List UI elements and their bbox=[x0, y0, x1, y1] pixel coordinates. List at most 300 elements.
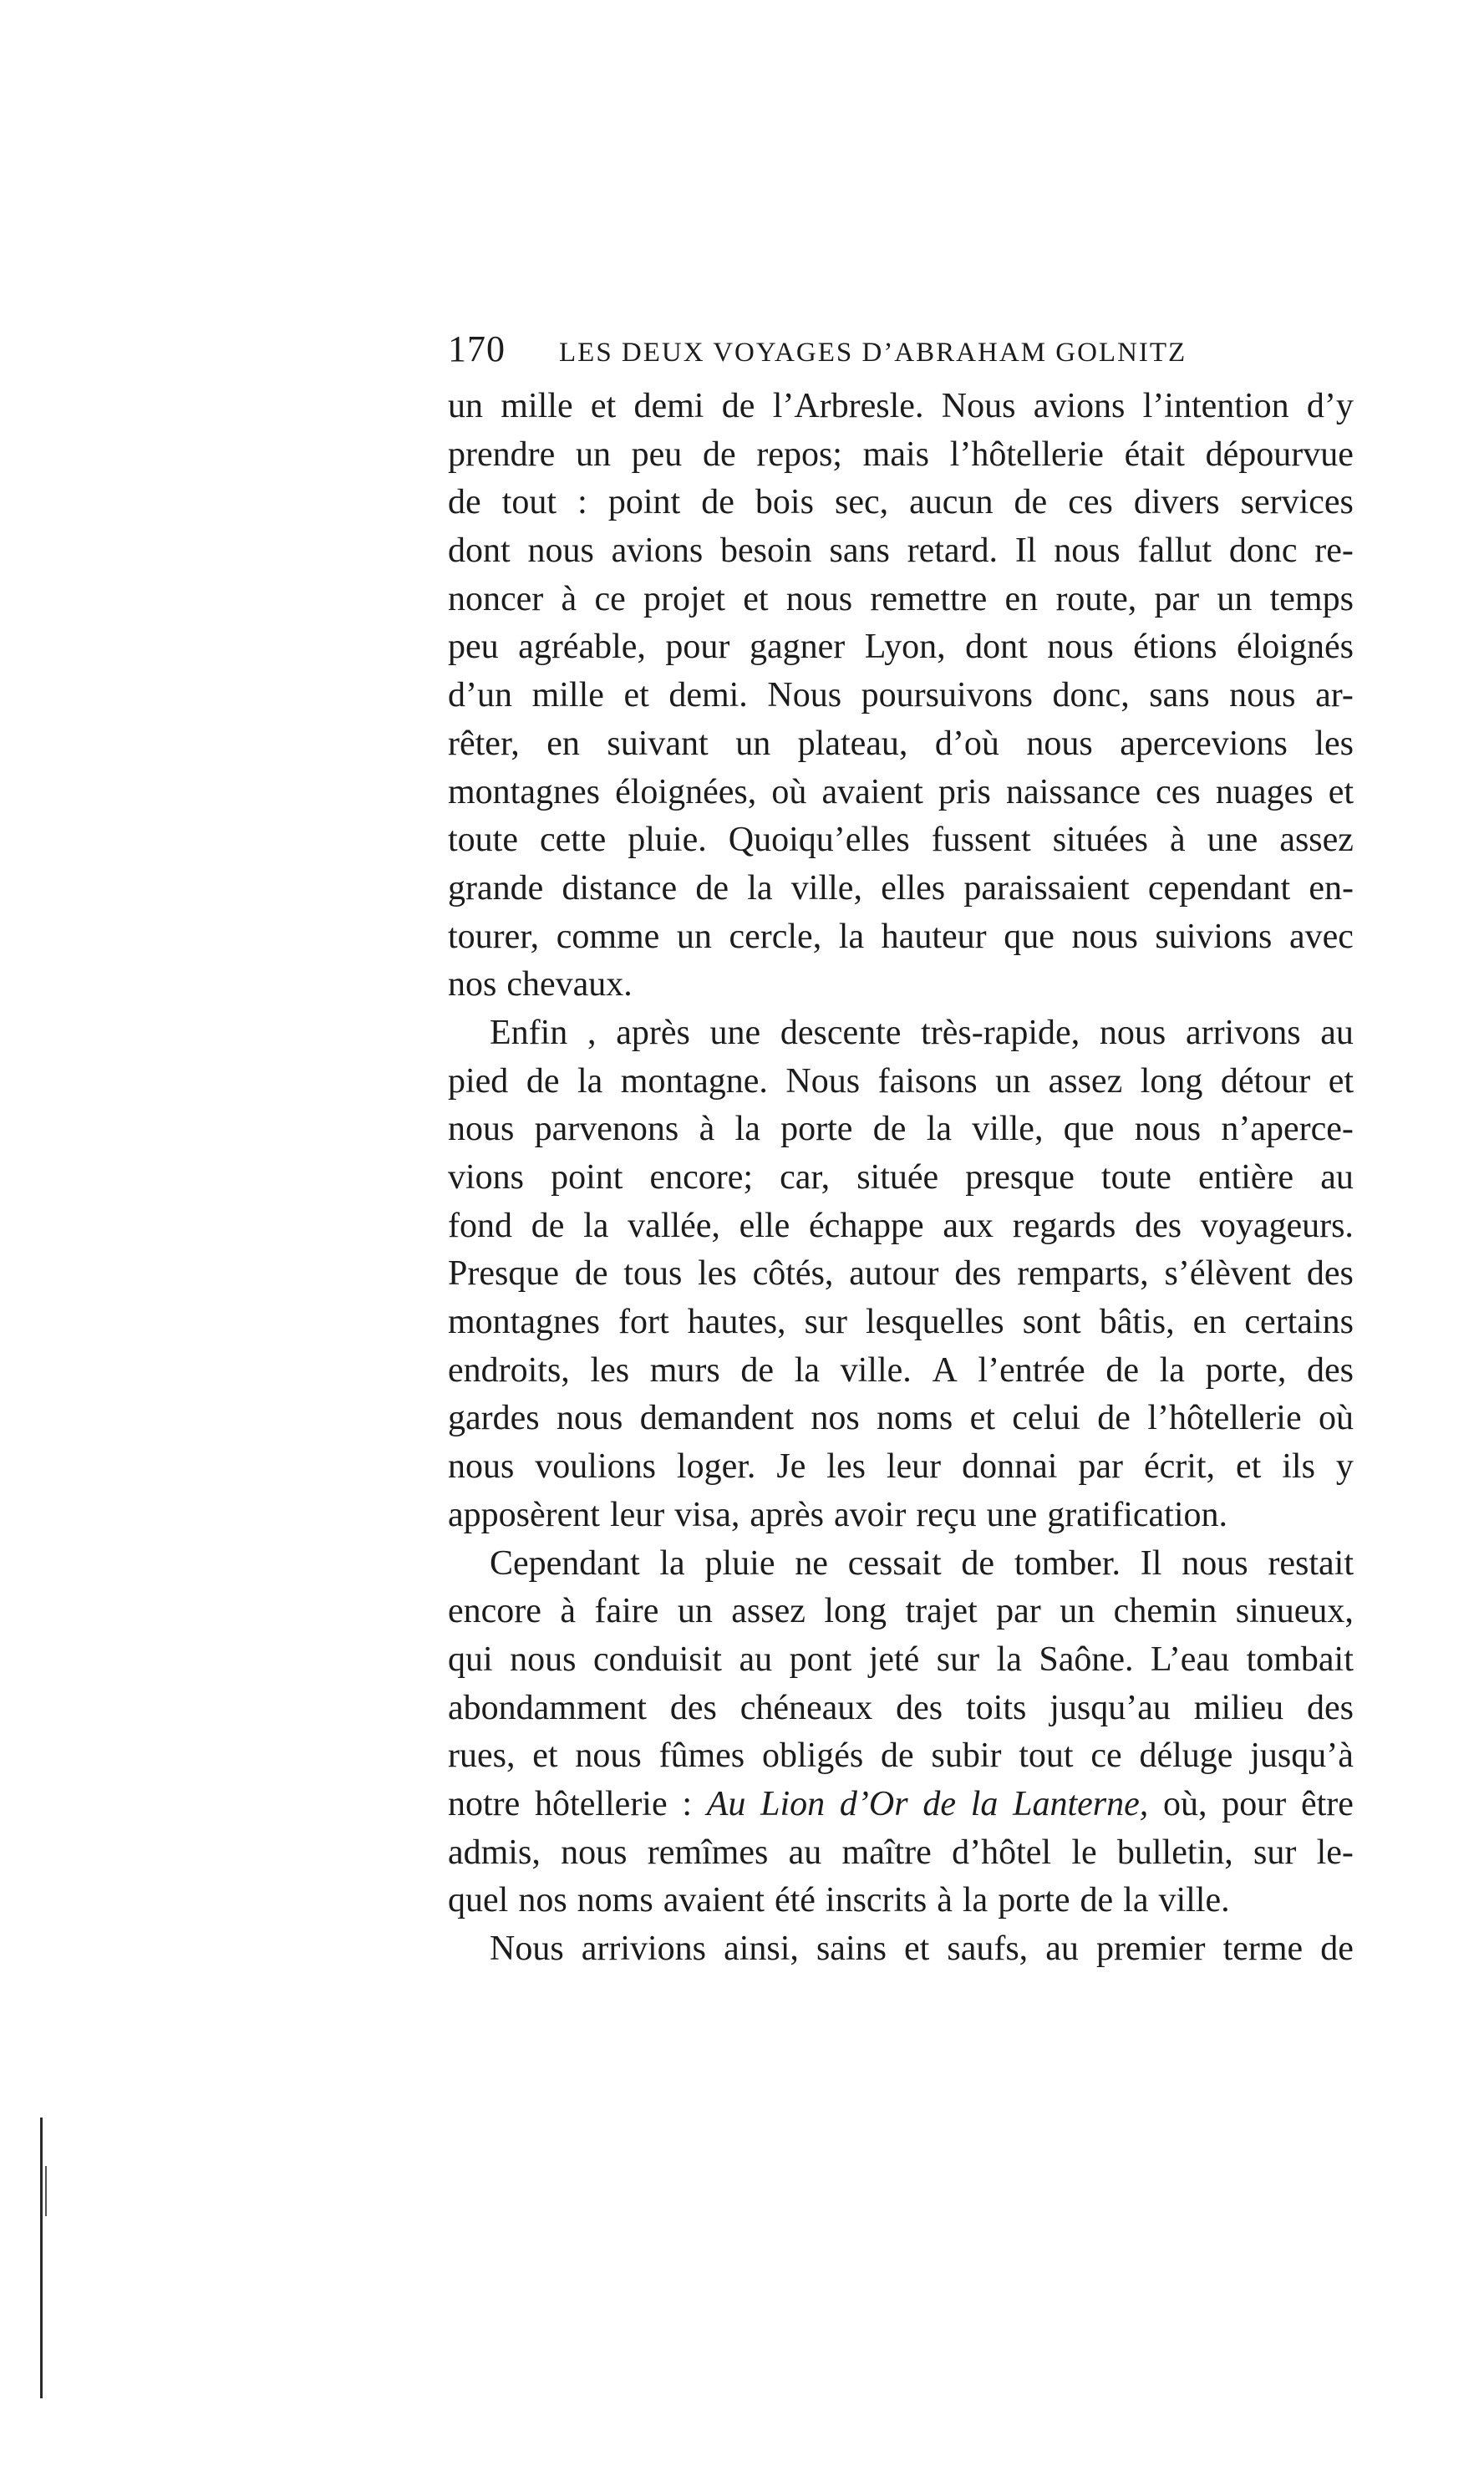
word: montagnes bbox=[448, 1303, 600, 1342]
word: aucun bbox=[909, 483, 994, 522]
word: une bbox=[709, 1013, 761, 1052]
word: ces bbox=[1068, 483, 1113, 522]
word: nous bbox=[1026, 724, 1093, 763]
word: quel bbox=[448, 1881, 509, 1920]
text-line bbox=[448, 1492, 1354, 1540]
word: sur bbox=[936, 1640, 980, 1679]
word: la bbox=[1123, 1881, 1149, 1920]
word: sinueux, bbox=[1235, 1592, 1354, 1631]
word: des bbox=[1306, 1688, 1354, 1727]
word: de bbox=[701, 483, 734, 522]
word: échappe bbox=[809, 1206, 924, 1245]
word: et bbox=[743, 579, 769, 618]
word: ville. bbox=[840, 1350, 912, 1390]
word: l’hôtellerie bbox=[1147, 1399, 1302, 1438]
word: vallée, bbox=[628, 1206, 720, 1245]
word: côtés, bbox=[752, 1254, 834, 1294]
text-line bbox=[448, 623, 1354, 672]
word: un bbox=[677, 1592, 713, 1631]
paragraph bbox=[448, 1540, 1354, 1926]
word: abondamment bbox=[448, 1688, 647, 1727]
word: une bbox=[1207, 821, 1258, 860]
word: terme bbox=[1222, 1930, 1304, 1968]
word: aux bbox=[943, 1206, 994, 1245]
word: pied bbox=[448, 1061, 509, 1101]
word: restait bbox=[1268, 1543, 1354, 1583]
word: nuages bbox=[1215, 772, 1314, 811]
word: jusqu’à bbox=[1250, 1736, 1354, 1776]
word: à bbox=[560, 1592, 577, 1631]
word: peu bbox=[448, 628, 499, 667]
scan-edge-mark bbox=[40, 2118, 43, 2398]
text-line bbox=[448, 383, 1354, 431]
word: arrivons bbox=[1185, 1013, 1301, 1052]
word: la bbox=[747, 868, 773, 908]
word: peu bbox=[631, 435, 683, 474]
word: porte bbox=[780, 1110, 853, 1149]
word: l’entrée bbox=[978, 1350, 1085, 1390]
word: la bbox=[926, 1110, 952, 1149]
word: d’où bbox=[934, 724, 999, 763]
word: grande bbox=[448, 868, 544, 908]
word: un bbox=[995, 1061, 1031, 1101]
word: des bbox=[1306, 1254, 1354, 1294]
word: d’y bbox=[1306, 387, 1354, 425]
word: en bbox=[1004, 579, 1039, 618]
word: cependant bbox=[1147, 868, 1291, 908]
word: Quoiqu’elles bbox=[728, 821, 910, 860]
word: retard. bbox=[907, 531, 999, 571]
word: l’intention bbox=[1142, 387, 1289, 425]
word: apercevions bbox=[1120, 724, 1288, 763]
word: de bbox=[721, 387, 755, 425]
word: nos bbox=[518, 1881, 567, 1920]
word: nous bbox=[1229, 676, 1296, 715]
word: et bbox=[1328, 772, 1354, 811]
word: sur bbox=[1253, 1833, 1297, 1872]
word: à bbox=[699, 1110, 715, 1149]
word: prendre bbox=[448, 435, 556, 474]
word: la bbox=[962, 1881, 988, 1920]
word: faire bbox=[594, 1592, 659, 1631]
word: était bbox=[1124, 435, 1185, 474]
word: fond bbox=[448, 1206, 512, 1245]
word: gagner bbox=[749, 628, 846, 667]
text-line bbox=[448, 816, 1354, 865]
word: visa, bbox=[674, 1495, 740, 1534]
word: demi bbox=[633, 387, 704, 425]
word: sur bbox=[804, 1303, 847, 1342]
word: milieu bbox=[1193, 1688, 1284, 1727]
word: la bbox=[838, 917, 865, 956]
word: avaient bbox=[821, 772, 923, 811]
word: cessait bbox=[847, 1543, 942, 1583]
word: mille bbox=[531, 676, 604, 715]
word: avions bbox=[611, 531, 704, 571]
word: projet bbox=[643, 579, 725, 618]
word: nous bbox=[561, 1833, 628, 1872]
word: et bbox=[1235, 1447, 1262, 1487]
word: et bbox=[1328, 1061, 1354, 1101]
word: de bbox=[526, 1061, 560, 1101]
word: jeté bbox=[868, 1640, 920, 1679]
word: écrit, bbox=[1143, 1447, 1216, 1487]
word: Lanterne, bbox=[1013, 1784, 1149, 1823]
word: nos bbox=[448, 965, 497, 1004]
word: Cependant bbox=[490, 1543, 640, 1583]
word: parvenons bbox=[534, 1110, 679, 1149]
word: distance bbox=[562, 868, 678, 908]
word: fûmes bbox=[658, 1736, 745, 1776]
word: sont bbox=[1022, 1303, 1081, 1342]
word: inscrits bbox=[825, 1881, 928, 1920]
word: au bbox=[1320, 1013, 1354, 1052]
word: Saône. bbox=[1039, 1640, 1134, 1679]
text-line bbox=[448, 769, 1354, 817]
word: long bbox=[824, 1592, 887, 1631]
text-line bbox=[448, 1395, 1354, 1443]
word: nous bbox=[510, 1640, 577, 1679]
word: ce bbox=[1090, 1736, 1122, 1776]
word: de bbox=[448, 483, 481, 522]
word: de bbox=[1105, 1350, 1139, 1390]
word: de bbox=[1014, 483, 1048, 522]
word: bâtis, bbox=[1099, 1303, 1175, 1342]
text-line bbox=[448, 1106, 1354, 1154]
word: où bbox=[771, 772, 807, 811]
word: au bbox=[1045, 1930, 1079, 1968]
word: A bbox=[932, 1350, 958, 1390]
word: assez bbox=[731, 1592, 806, 1631]
word: gardes bbox=[448, 1399, 540, 1438]
word: fussent bbox=[931, 821, 1031, 860]
word: voulions bbox=[535, 1447, 656, 1487]
word: un bbox=[448, 387, 483, 425]
word: après bbox=[616, 1013, 690, 1052]
word: hauteur bbox=[881, 917, 987, 956]
word: la bbox=[583, 1206, 609, 1245]
text-line bbox=[448, 1058, 1354, 1106]
word: apposèrent bbox=[448, 1495, 600, 1534]
word: étions bbox=[1133, 628, 1217, 667]
word: déluge bbox=[1139, 1736, 1233, 1776]
word: voyageurs. bbox=[1200, 1206, 1354, 1245]
word: rues, bbox=[448, 1736, 516, 1776]
word: par bbox=[996, 1592, 1041, 1631]
word: notre bbox=[448, 1784, 521, 1823]
word: trajet bbox=[905, 1592, 978, 1631]
word: de bbox=[872, 1110, 907, 1149]
word: tomber. bbox=[1014, 1543, 1121, 1583]
word: par bbox=[1154, 579, 1200, 618]
word: Lion bbox=[760, 1784, 826, 1823]
word: cette bbox=[539, 821, 607, 860]
word: pluie. bbox=[628, 821, 707, 860]
word: les bbox=[826, 1447, 866, 1487]
word: au bbox=[1320, 1158, 1354, 1197]
word: à bbox=[561, 579, 577, 618]
text-line bbox=[448, 1299, 1354, 1347]
word: tout bbox=[501, 483, 557, 522]
word: nous bbox=[575, 1736, 642, 1776]
word: Au bbox=[706, 1784, 746, 1823]
text-line bbox=[448, 1009, 1354, 1058]
word: où, bbox=[1163, 1784, 1207, 1823]
word: dont bbox=[965, 628, 1028, 667]
word: premier bbox=[1095, 1930, 1206, 1968]
word: nous bbox=[448, 1447, 515, 1487]
word: point bbox=[607, 483, 681, 522]
word: nous bbox=[785, 579, 853, 618]
word: un bbox=[735, 724, 771, 763]
word: tout bbox=[1019, 1736, 1074, 1776]
word: très-rapide, bbox=[921, 1013, 1080, 1052]
word: remparts, bbox=[1017, 1254, 1149, 1294]
word: mille bbox=[501, 387, 573, 425]
running-header bbox=[448, 328, 1359, 378]
word: en bbox=[546, 724, 580, 763]
text-line bbox=[448, 1443, 1354, 1492]
word: fort bbox=[618, 1303, 669, 1342]
word: et bbox=[590, 387, 617, 425]
word: noncer bbox=[448, 579, 544, 618]
word: tombait bbox=[1246, 1640, 1354, 1679]
word: l’Arbresle. bbox=[772, 387, 924, 425]
word: Il bbox=[1140, 1543, 1162, 1583]
word: hautes, bbox=[687, 1303, 786, 1342]
word: d’Or bbox=[839, 1784, 908, 1823]
word: reçu bbox=[916, 1495, 977, 1534]
word: les bbox=[698, 1254, 737, 1294]
word: les bbox=[590, 1350, 630, 1390]
word: le bbox=[1071, 1833, 1097, 1872]
word: sec, bbox=[834, 483, 889, 522]
text-line bbox=[448, 961, 1354, 1009]
word: nous bbox=[1054, 531, 1121, 571]
word: qui bbox=[448, 1640, 493, 1679]
word: la bbox=[794, 1350, 820, 1390]
word: tourer, bbox=[448, 917, 540, 956]
text-line bbox=[448, 1636, 1354, 1685]
word: plateau, bbox=[797, 724, 908, 763]
word: arrivions bbox=[581, 1930, 707, 1968]
word: nous bbox=[1099, 1013, 1166, 1052]
word: ville, bbox=[790, 868, 862, 908]
word: : bbox=[577, 483, 587, 522]
word: un bbox=[1217, 579, 1253, 618]
word: toute bbox=[1100, 1158, 1171, 1197]
word: l’hôtellerie bbox=[949, 435, 1104, 474]
word: de bbox=[574, 1254, 608, 1294]
word: admis, bbox=[448, 1833, 541, 1872]
word: repos; bbox=[756, 435, 842, 474]
word: poursuivons bbox=[861, 676, 1033, 715]
word: été bbox=[774, 1881, 816, 1920]
word: avec bbox=[1288, 917, 1354, 956]
word: située bbox=[856, 1158, 939, 1197]
word: ce bbox=[594, 579, 626, 618]
word: encore; bbox=[649, 1158, 754, 1197]
word: situées bbox=[1052, 821, 1148, 860]
word: avaient bbox=[663, 1881, 765, 1920]
word: la bbox=[970, 1784, 999, 1823]
text-line bbox=[448, 1877, 1354, 1925]
word: ces bbox=[1156, 772, 1201, 811]
word: avions bbox=[1033, 387, 1126, 425]
word: ainsi, bbox=[724, 1930, 799, 1968]
word: nous bbox=[527, 531, 594, 571]
text-line bbox=[448, 431, 1354, 480]
word: de bbox=[961, 1543, 995, 1583]
word: vions bbox=[448, 1158, 525, 1197]
word: murs bbox=[649, 1350, 720, 1390]
word: Presque bbox=[448, 1254, 559, 1294]
word: et bbox=[532, 1736, 558, 1776]
word: donc bbox=[1228, 531, 1298, 571]
word: hôtellerie bbox=[535, 1784, 668, 1823]
word: et bbox=[969, 1399, 995, 1438]
word: de bbox=[1097, 1399, 1131, 1438]
word: , bbox=[587, 1013, 597, 1052]
word: loger. bbox=[676, 1447, 756, 1487]
word: suivant bbox=[607, 724, 709, 763]
word: assez bbox=[1048, 1061, 1123, 1101]
word: divers bbox=[1133, 483, 1220, 522]
word: rêter, bbox=[448, 724, 520, 763]
word: porte bbox=[998, 1881, 1070, 1920]
word: endroits, bbox=[448, 1350, 570, 1390]
word: y bbox=[1335, 1447, 1354, 1487]
word: avoir bbox=[834, 1495, 907, 1534]
word: le- bbox=[1316, 1833, 1354, 1872]
word: entière bbox=[1197, 1158, 1294, 1197]
word: de bbox=[695, 868, 729, 908]
word: tous bbox=[623, 1254, 683, 1294]
word: une bbox=[986, 1495, 1038, 1534]
word: Enfin bbox=[490, 1013, 568, 1052]
word: saufs, bbox=[947, 1930, 1029, 1968]
word: conduisit bbox=[592, 1640, 722, 1679]
text-line bbox=[448, 1202, 1354, 1251]
word: pour bbox=[1222, 1784, 1287, 1823]
word: cercle, bbox=[729, 917, 822, 956]
paragraph bbox=[448, 1009, 1354, 1540]
word: des bbox=[1307, 1350, 1354, 1390]
word: la bbox=[996, 1640, 1022, 1679]
word: n’aperce- bbox=[1221, 1110, 1354, 1149]
word: que bbox=[1063, 1110, 1115, 1149]
word: pluie bbox=[704, 1543, 775, 1583]
word: toits bbox=[966, 1688, 1027, 1727]
word: être bbox=[1300, 1784, 1354, 1823]
word: demandent bbox=[639, 1399, 795, 1438]
word: au bbox=[788, 1833, 822, 1872]
word: re- bbox=[1314, 531, 1354, 571]
word: sans bbox=[829, 531, 890, 571]
word: porte, bbox=[1205, 1350, 1287, 1390]
word: leur bbox=[886, 1447, 942, 1487]
word: : bbox=[682, 1784, 693, 1823]
word: elle bbox=[739, 1206, 790, 1245]
word: encore bbox=[448, 1592, 541, 1631]
word: Nous bbox=[767, 676, 842, 715]
word: un bbox=[676, 917, 712, 956]
word: assez bbox=[1279, 821, 1354, 860]
word: s’élèvent bbox=[1164, 1254, 1292, 1294]
word: toute bbox=[448, 821, 518, 860]
word: gratification. bbox=[1047, 1495, 1227, 1534]
word: long bbox=[1140, 1061, 1203, 1101]
word: chevaux. bbox=[506, 965, 633, 1004]
word: temps bbox=[1269, 579, 1354, 618]
text-line bbox=[448, 672, 1354, 720]
word: nous bbox=[1047, 628, 1114, 667]
word: que bbox=[1004, 917, 1055, 956]
word: Nous bbox=[785, 1061, 861, 1101]
text-line bbox=[448, 1732, 1354, 1781]
word: éloignés bbox=[1237, 628, 1354, 667]
paragraph bbox=[448, 383, 1354, 1009]
word: lesquelles bbox=[866, 1303, 1004, 1342]
word: en bbox=[1192, 1303, 1227, 1342]
word: la bbox=[577, 1061, 603, 1101]
word: de bbox=[702, 435, 736, 474]
word: certains bbox=[1244, 1303, 1354, 1342]
word: un bbox=[1060, 1592, 1095, 1631]
word: un bbox=[575, 435, 611, 474]
text-line bbox=[448, 1925, 1354, 1974]
word: jusqu’au bbox=[1049, 1688, 1171, 1727]
word: Nous bbox=[490, 1930, 564, 1968]
text-line bbox=[448, 1588, 1354, 1636]
word: remettre bbox=[870, 579, 988, 618]
word: donc, bbox=[1052, 676, 1130, 715]
text-line bbox=[448, 527, 1354, 576]
word: la bbox=[734, 1110, 760, 1149]
text-line bbox=[448, 576, 1354, 624]
word: descente bbox=[780, 1013, 902, 1052]
word: d’un bbox=[448, 676, 512, 715]
text-line bbox=[448, 1347, 1354, 1396]
text-line bbox=[448, 1250, 1354, 1299]
word: et bbox=[904, 1930, 930, 1968]
word: pour bbox=[665, 628, 730, 667]
word: naissance bbox=[1006, 772, 1141, 811]
word: de bbox=[922, 1784, 956, 1823]
word: à bbox=[1170, 821, 1186, 860]
word: autour bbox=[849, 1254, 939, 1294]
word: demi. bbox=[668, 676, 748, 715]
word: remîmes bbox=[647, 1833, 769, 1872]
word: de bbox=[881, 1736, 914, 1776]
word: à bbox=[937, 1881, 953, 1920]
word: nous bbox=[556, 1399, 623, 1438]
word: et bbox=[623, 676, 649, 715]
word: fallut bbox=[1137, 531, 1212, 571]
text-line bbox=[448, 720, 1354, 769]
word: des bbox=[954, 1254, 1002, 1294]
word: services bbox=[1240, 483, 1354, 522]
word: chéneaux bbox=[739, 1688, 873, 1727]
word: la bbox=[1159, 1350, 1185, 1390]
body-text bbox=[448, 383, 1354, 1974]
word: noms bbox=[577, 1881, 653, 1920]
word: sains bbox=[816, 1930, 887, 1968]
word: où bbox=[1318, 1399, 1354, 1438]
word: pris bbox=[938, 772, 991, 811]
word: faisons bbox=[877, 1061, 978, 1101]
word: route, bbox=[1055, 579, 1137, 618]
